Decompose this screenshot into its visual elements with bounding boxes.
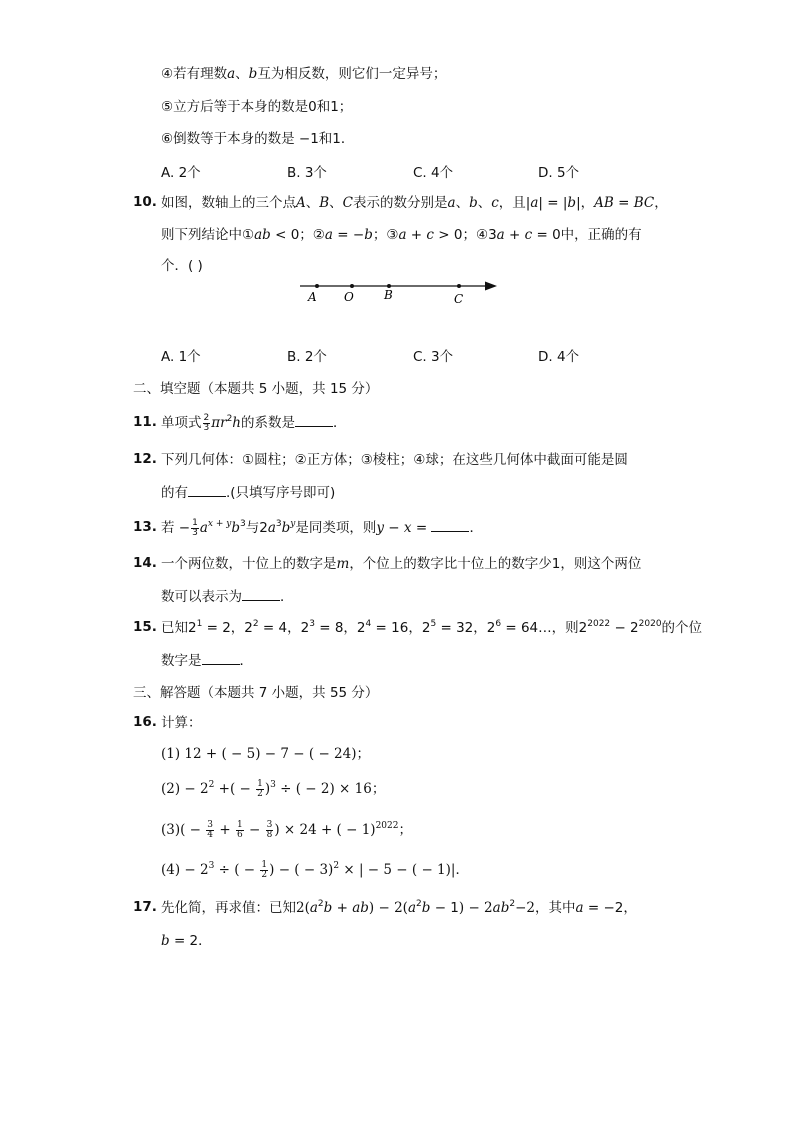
q13-number: 13. <box>133 519 157 535</box>
point-c <box>457 284 461 288</box>
q10-option-a: A. 1个 <box>161 349 201 365</box>
point-o <box>350 284 354 288</box>
q10-number: 10. <box>133 194 157 210</box>
section-3-heading: 三、解答题（本题共 7 小题，共 55 分） <box>133 685 379 701</box>
q15-number: 15. <box>133 619 157 635</box>
label-c: C <box>454 292 464 306</box>
q16-part-3: (3)( − $\frac{3}{4}$ + $\frac{1}{6}$ − $\frac{3}{8}$ ) × 24 + ( − 1)$^{2022}$； <box>161 820 412 840</box>
q14-number: 14. <box>133 555 157 571</box>
point-a <box>315 284 319 288</box>
q17-line-2: b = 2． <box>161 933 212 949</box>
q10-option-d: D. 4个 <box>538 349 580 365</box>
q10-line-2: 则下列结论中①ab < 0；②a = −b；③a + c > 0；④3a + c = 0中，正确的有 <box>161 227 642 243</box>
q16-number: 16. <box>133 714 157 730</box>
q9-option-c: C. 4个 <box>413 165 454 181</box>
q10-line-1: 如图，数轴上的三个点A、B、C表示的数分别是a、b、c，且|a| = |b|，AB = BC， <box>161 195 668 211</box>
label-a: A <box>308 290 317 304</box>
q12-number: 12. <box>133 451 157 467</box>
q14-line-2: 数可以表示为 ． <box>161 586 294 607</box>
q13-text: 若 − $\frac{1}{3}$ $a^{x + y}b^3$与$2a^3b^y$是同类项，则y − x = ． <box>161 517 483 538</box>
q11-number: 11. <box>133 414 157 430</box>
q14-line-1: 一个两位数，十位上的数字是m，个位上的数字比十位上的数字少1，则这个两位 <box>161 556 642 572</box>
q9-statement-4: ④若有理数a、b互为相反数，则它们一定异号； <box>161 66 447 82</box>
q9-statement-5: ⑤立方后等于本身的数是0和1； <box>161 99 353 115</box>
label-b: B <box>384 288 393 302</box>
number-line <box>295 276 505 310</box>
label-o: O <box>344 290 354 304</box>
q11-text: 单项式 $\frac{2}{3}$ $\pi r^2h$的系数是 ． <box>161 412 347 433</box>
q17-line-1: 先化简，再求值：已知$2(a^2b + ab) - 2(a^2b - 1) - 2ab^2-2$，其中a = −2， <box>161 899 637 916</box>
q12-line-1: 下列几何体：①圆柱；②正方体；③棱柱；④球；在这些几何体中截面可能是圆 <box>161 452 628 468</box>
q16-title: 计算： <box>161 715 202 731</box>
q17-number: 17. <box>133 899 157 915</box>
q16-part-4: $(4) - 2^3$ ÷ ( − $\frac{1}{2}$ ) − ( − 3)$^2$ × | − 5 − ( − 1)|． <box>161 860 469 880</box>
q16-part-2: $(2) - 2^2$ +( − $\frac{1}{2}$ )$^3$ ÷ ( − 2) × 16； <box>161 779 386 799</box>
q9-option-b: B. 3个 <box>287 165 327 181</box>
q16-part-1: (1) 12 + ( − 5) − 7 − ( − 24)； <box>161 746 370 762</box>
q10-option-c: C. 3个 <box>413 349 454 365</box>
q10-line-3: 个．( ) <box>161 258 203 274</box>
q15-line-1: 已知$2^1 = 2$，$2^2 = 4$，$2^3 = 8$，$2^4 = 16$，$2^5 = 32$，$2^6$ = 64…，则$2^{2022} - 2^{2020}$的个位 <box>161 619 703 636</box>
q9-option-a: A. 2个 <box>161 165 201 181</box>
q10-option-b: B. 2个 <box>287 349 327 365</box>
section-2-heading: 二、填空题（本题共 5 小题，共 15 分） <box>133 381 379 397</box>
q9-option-d: D. 5个 <box>538 165 580 181</box>
q12-line-2: 的有 .(只填写序号即可) <box>161 482 335 503</box>
q9-statement-6: ⑥倒数等于本身的数是 −1和1． <box>161 131 355 147</box>
q15-line-2: 数字是 ． <box>161 650 253 671</box>
